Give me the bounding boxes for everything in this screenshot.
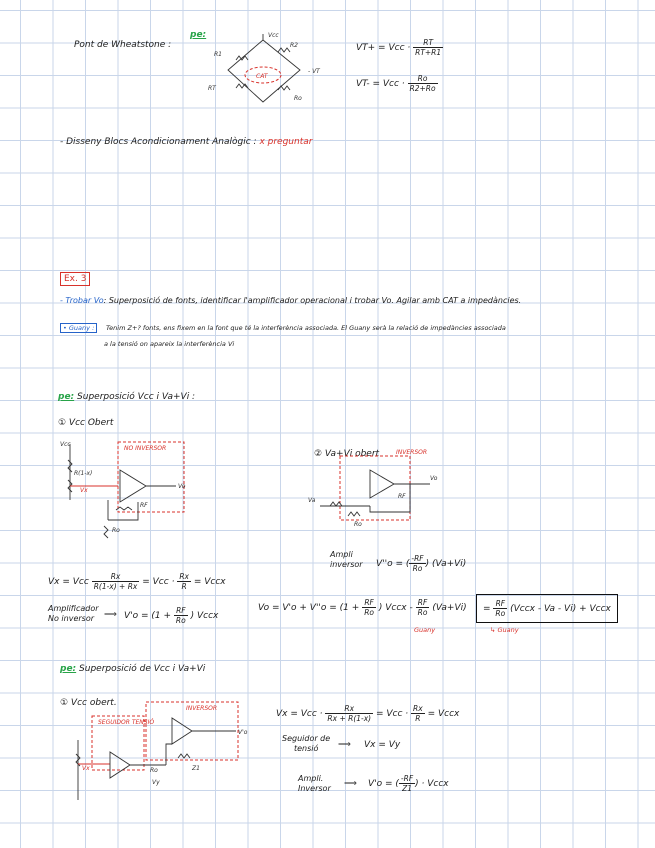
inversor-tag: INVERSOR: [396, 449, 428, 456]
formula-v0p: [124, 606, 218, 625]
ampli2-line-1: Ampli.: [298, 774, 324, 783]
formula-vt-minus-num: Ro: [408, 74, 438, 84]
ampli-2-label: [298, 774, 331, 794]
formula-vx-2: [276, 704, 459, 723]
formula-vt-plus: [356, 38, 443, 57]
vo-box-num: RF: [493, 599, 507, 609]
sup1-va-label: Va: [308, 497, 316, 504]
seguidor-line-2: tensió: [294, 744, 319, 753]
arrow-1: ⟹: [104, 610, 117, 620]
formula-vt-plus-den: RT+R1: [415, 48, 442, 57]
pe-marker: pe:: [190, 30, 207, 40]
wheatstone-bridge-diagram: [208, 30, 328, 110]
formula-vo-total: [258, 598, 467, 617]
vx1-den2: R: [181, 582, 187, 591]
v0p-end: ) Vccx: [190, 611, 219, 621]
no-inversor-tag: NO INVERSOR: [124, 445, 167, 452]
ampli-noinv-label: [48, 604, 99, 624]
sup1-step-1: ① Vcc Obert: [58, 418, 114, 428]
bridge-ro-label: Ro: [294, 95, 302, 102]
sup2-step-1: ① Vcc obert.: [60, 698, 117, 708]
v0pp-end: ) (Va+Vi): [425, 559, 467, 569]
sup1-rf-label: RF: [140, 502, 148, 509]
guany-line-1: Tenim Z+? fonts, ens fixem en la font que té la interferència associada. El Guany serà la relació de impedàncies associada: [106, 324, 506, 332]
seguidor-label: [282, 734, 330, 754]
ampli-inversor-label: [330, 550, 363, 570]
sup1-rx-label: R(1-x): [74, 470, 93, 477]
v0p2-den: Z1: [402, 784, 412, 793]
sup1-ro-label: Ro: [112, 527, 120, 534]
seguidor-line-1: Seguidor de: [282, 734, 331, 743]
sup2-vy-label: Vy: [152, 779, 160, 786]
exercise-3-label: Ex. 3: [60, 272, 90, 286]
formula-vt-minus: [356, 74, 438, 93]
v0p2-end: ) · Vccx: [415, 779, 449, 789]
trobar-vo: - Trobar Vo: [60, 296, 104, 305]
vo-total-den: Ro: [364, 608, 374, 617]
sup1-inv-vo-label: Vo: [430, 475, 438, 482]
vx1-eq2: = Vcc ·: [142, 577, 175, 587]
sup1-heading: [58, 392, 195, 402]
vo-total-num2: RF: [416, 598, 430, 608]
guany-mark-1: Guany: [414, 626, 436, 634]
sup2-heading: [60, 664, 205, 674]
guany-line-2: a la tensió on apareix la interferència Vi: [104, 340, 235, 348]
arrow-3: ⟹: [344, 779, 357, 789]
bridge-cat-label: CAT: [256, 73, 268, 80]
bridge-r1-label: R1: [214, 51, 222, 58]
vx1-den: R(1-x) + Rx: [93, 582, 138, 591]
non-inverting-amp-diagram: [58, 440, 188, 550]
sup2-vx-label: Vx: [82, 765, 90, 772]
vx2-num2: Rx: [413, 704, 423, 713]
vo-final-box: = $\frac{RF}{Ro}$ (Vccx - Va - Vi) + Vccx: [476, 594, 618, 623]
formula-v0p-2: [368, 774, 449, 793]
formula-vx-1: [48, 572, 226, 591]
sup1-vcc-label: Vcc: [60, 441, 71, 448]
formula-vt-minus-lhs: VT- = Vcc ·: [356, 79, 405, 89]
formula-vt-minus-den: R2+Ro: [409, 84, 436, 93]
v0p-num: RF: [174, 606, 188, 616]
v0pp-lhs: V''o = (: [376, 559, 410, 569]
sup2-z1-label: Z1: [192, 765, 200, 772]
v0p-lhs: V'o = (1 +: [124, 611, 172, 621]
wheatstone-title: Pont de Wheatstone :: [74, 40, 172, 50]
arrow-2: ⟹: [338, 740, 351, 750]
ampli2-line-2: Inversor: [298, 784, 331, 793]
sup2-ro-label: Ro: [150, 767, 158, 774]
formula-v0pp: [376, 554, 466, 573]
vx2-eq2: = Vcc ·: [375, 709, 409, 719]
disseny-line: [60, 137, 312, 147]
vx1-num: Rx: [92, 572, 140, 582]
vo-total-num: RF: [362, 598, 376, 608]
sup1-vo-label: Vo: [178, 483, 186, 490]
vo-total-den2: Ro: [417, 608, 428, 617]
sup1-inv-ro-label: Ro: [354, 521, 362, 528]
bridge-vcc-label: Vcc: [268, 32, 279, 39]
ampli-inv-line-1: Ampli: [330, 550, 353, 559]
vx2-lhs: Vx = Vcc ·: [276, 709, 323, 719]
bridge-rt-label: RT: [208, 85, 216, 92]
vx2-den2: R: [415, 714, 421, 723]
formula-vx-vy: Vx = Vy: [364, 740, 401, 750]
ampli-inv-line-2: inversor: [330, 560, 363, 569]
trobar-line: [60, 296, 521, 305]
bridge-vt-label: - VT: [308, 68, 320, 75]
v0pp-num: -RF: [411, 554, 424, 563]
v0p2-num: -RF: [400, 774, 414, 783]
vx1-num2: Rx: [179, 572, 189, 581]
bridge-r2-label: R2: [290, 42, 298, 49]
sup2-title: Superposició de Vcc i Va+Vi: [79, 664, 206, 674]
formula-vt-plus-lhs: VT+ = Vcc ·: [356, 43, 411, 53]
seguidor-tag: SEGUIDOR TENSIÓ: [98, 719, 155, 726]
vx1-lhs: Vx = Vcc: [48, 577, 89, 587]
vo-total-lhs: Vo = V'o + V''o = (1 +: [258, 603, 360, 613]
vo-box-den: Ro: [495, 609, 506, 618]
pe-marker-2: pe:: [58, 392, 75, 402]
sup1-step-2: ② Va+Vi obert: [314, 449, 380, 459]
pe-marker-3: pe:: [60, 664, 77, 674]
sup1-inv-rf-label: RF: [398, 493, 406, 500]
inverting-amp-diagram: [300, 450, 440, 530]
guany-label: • Guany :: [60, 323, 97, 333]
trobar-rest: : Superposició de fonts, identificar l'amplificador operacional i trobar Vo. Agilar amb CAT a impedàncies.: [103, 296, 522, 305]
vo-box-rest: (Vccx - Va - Vi) + Vccx: [510, 604, 611, 614]
vx2-num: Rx: [325, 704, 373, 714]
follower-inverter-diagram: [68, 700, 258, 810]
disseny-text: - Disseny Blocs Acondicionament Analògic :: [60, 137, 257, 147]
guany-mark-2: ↳ Guany: [490, 626, 519, 634]
inversor-tag-2: INVERSOR: [186, 705, 218, 712]
vo-total-mid2: (Va+Vi): [432, 603, 467, 613]
vx2-den: Rx + R(1-x): [327, 714, 372, 723]
disseny-note: x preguntar: [259, 137, 313, 147]
ampli-noinv-line-1: Amplificador: [48, 604, 99, 613]
vx2-result: = Vccx: [427, 709, 460, 719]
sup1-vx-label: Vx: [80, 487, 88, 494]
v0p-den: Ro: [175, 616, 186, 625]
vx1-result: = Vccx: [193, 577, 226, 587]
vo-total-mid: ) Vccx -: [378, 603, 413, 613]
sup2-vo-label: V'o: [238, 729, 248, 736]
sup1-title: Superposició Vcc i Va+Vi :: [77, 392, 196, 402]
v0p2-lhs: V'o = (: [368, 779, 399, 789]
v0pp-den: Ro: [412, 564, 423, 573]
ampli-noinv-line-2: No inversor: [48, 614, 95, 623]
formula-vt-plus-num: RT: [413, 38, 443, 48]
